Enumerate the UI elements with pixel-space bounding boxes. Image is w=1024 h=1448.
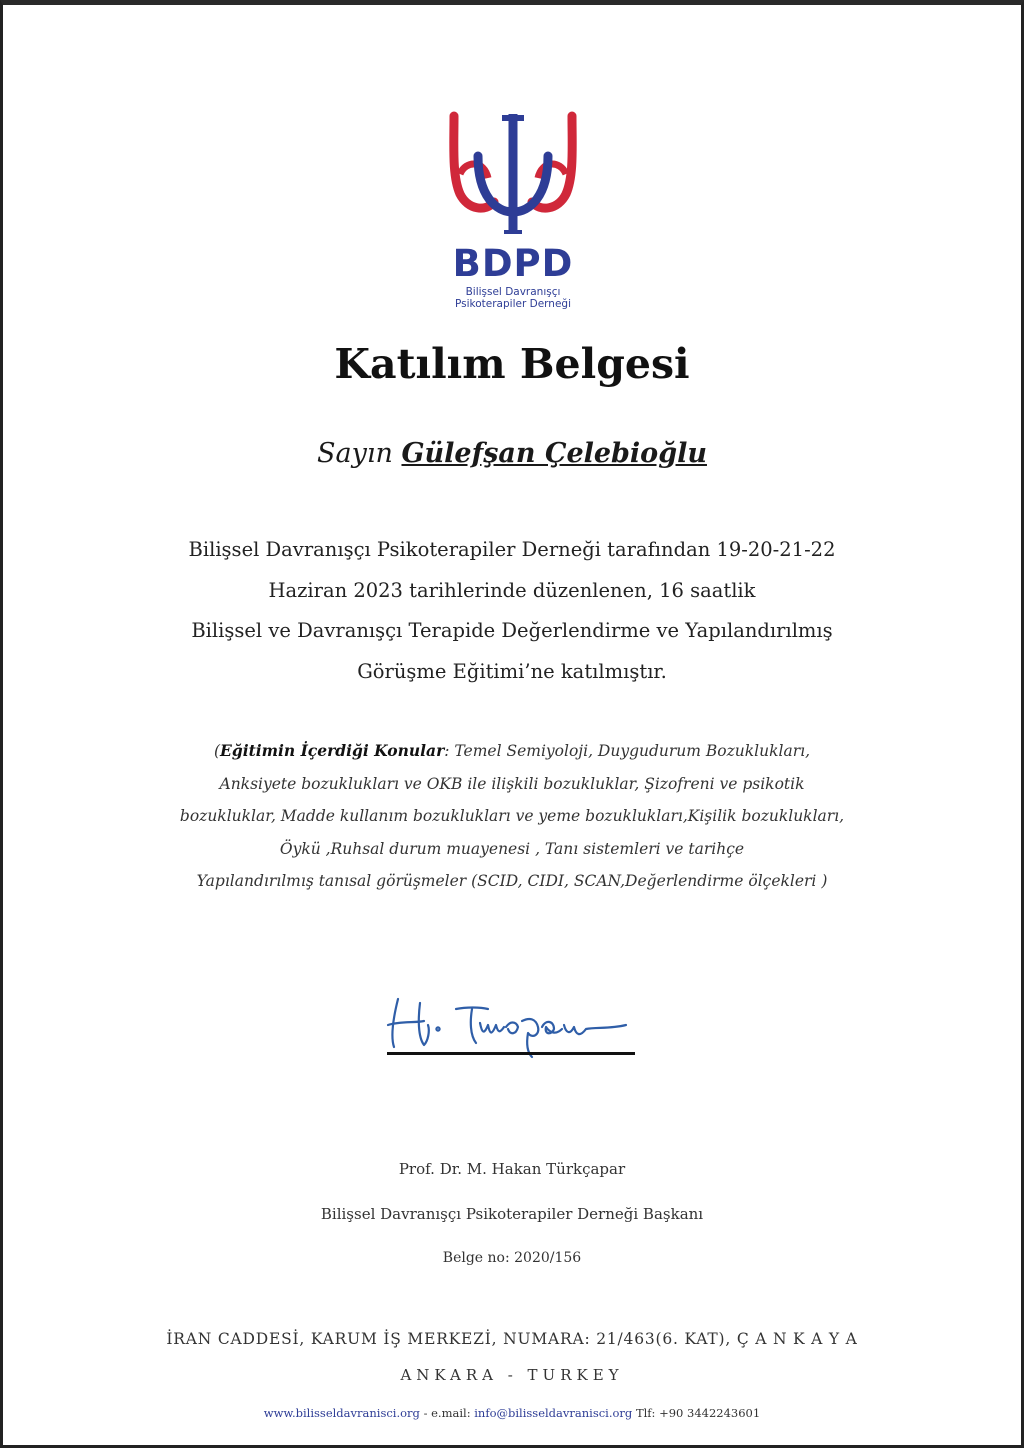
footer-city: ANKARA - TURKEY (400, 1366, 624, 1384)
logo-abbreviation: BDPD (452, 242, 574, 285)
phone-number: Tlf: +90 3442243601 (635, 1406, 761, 1420)
topics-first-line: : Temel Semiyoloji, Duygudurum Bozuklukları, (444, 742, 810, 760)
document-number: Belge no: 2020/156 (442, 1250, 582, 1266)
signer-name: Prof. Dr. M. Hakan Türkçapar (398, 1160, 626, 1178)
signature-icon (380, 985, 640, 1060)
training-topics (130, 735, 894, 898)
footer-contact (0, 1406, 1024, 1420)
email-link[interactable]: info@bilisseldavranisci.org (474, 1406, 633, 1420)
topics-line: Yapılandırılmış tanısal görüşmeler (SCID, CIDI, SCAN,Değerlendirme ölçekleri ) (196, 872, 828, 890)
website-link[interactable]: www.bilisseldavranisci.org (263, 1406, 420, 1420)
topics-line: Öykü ,Ruhsal durum muayenesi , Tanı sistemleri ve tarihçe (279, 839, 745, 858)
handwritten-signature (380, 985, 640, 1060)
recipient-name: Gülefşan Çelebioğlu (401, 438, 707, 469)
logo-subtitle-line-1: Bilişsel Davranışçı (465, 286, 561, 298)
signature-line (387, 1052, 635, 1055)
bdpd-logo (438, 106, 588, 316)
body-line: Haziran 2023 tarihlerinde düzenlenen, 16 saatlik (268, 578, 756, 602)
topics-line: bozukluklar, Madde kullanım bozuklukları ve yeme bozuklukları,Kişilik bozuklukları, (179, 807, 845, 825)
logo-subtitle-line-2: Psikoterapiler Derneği (455, 298, 571, 310)
certificate-title: Katılım Belgesi (334, 340, 690, 388)
body-line: Görüşme Eğitimi’ne katılmıştır. (357, 659, 667, 683)
email-label: - e.mail: (423, 1406, 471, 1420)
psi-logo-icon (438, 106, 588, 241)
recipient-line (0, 438, 1024, 469)
topics-label: Eğitimin İçerdiği Konular (220, 741, 445, 760)
body-line: Bilişsel Davranışçı Psikoterapiler Derneği tarafından 19-20-21-22 (188, 538, 836, 561)
body-line: Bilişsel ve Davranışçı Terapide Değerlendirme ve Yapılandırılmış (191, 619, 833, 642)
footer-address: İRAN CADDESİ, KARUM İŞ MERKEZİ, NUMARA: 21/463(6. KAT), Ç A N K A Y A (166, 1330, 858, 1348)
certificate-body (130, 530, 894, 692)
topics-line (130, 735, 894, 768)
topics-line: Anksiyete bozuklukları ve OKB ile ilişkili bozukluklar, Şizofreni ve psikotik (219, 774, 805, 793)
signer-role: Bilişsel Davranışçı Psikoterapiler Derneği Başkanı (320, 1205, 704, 1223)
recipient-prefix: Sayın (317, 438, 393, 469)
topics-open-paren: ( (213, 742, 221, 760)
